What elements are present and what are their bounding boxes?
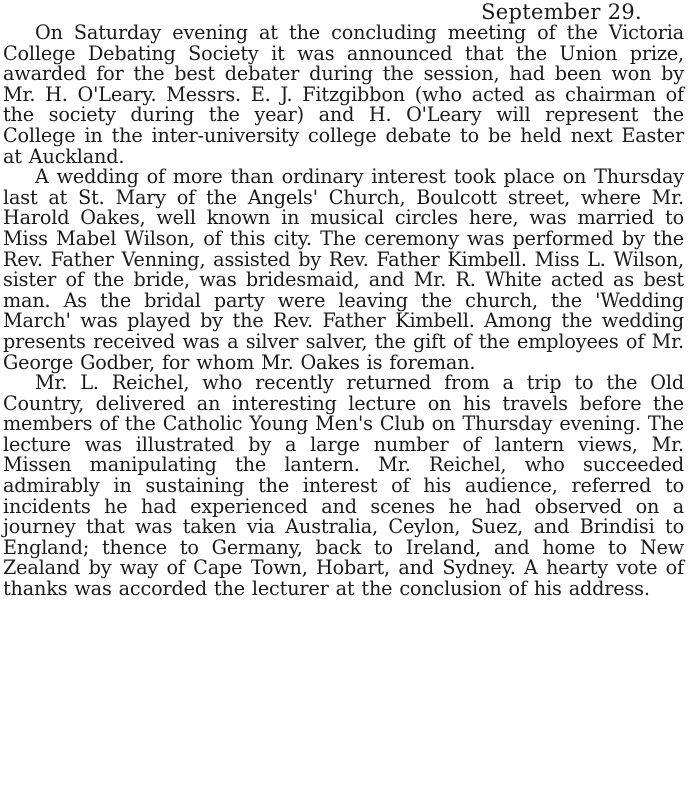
dateline: September 29. [481, 0, 642, 24]
article-body [3, 23, 684, 600]
paragraph-wedding: A wedding of more than ordinary interest took place on Thursday last at St. Mary of the Angels' Church, Boulcott street, where Mr. Harold Oakes, well known in musical circles here, was married to Miss Mabel Wilson, of this city. The ceremony was performed by the Rev. Father Venning, assisted by Rev. Father Kimbell. Miss L. Wilson, sister of the bride, was bridesmaid, and Mr. R. White acted as best man. As the bridal party were leaving the church, the 'Wedding March' was played by the Rev. Father Kimbell. Among the wedding presents received was a silver salver, the gift of the employees of Mr. George Godber, for whom Mr. Oakes is foreman. [3, 165, 684, 374]
paragraph-debating-society: On Saturday evening at the concluding meeting of the Victoria College Debating Society it was announced that the Union prize, awarded for the best debater during the session, had been won by Mr. H. O'Leary. Messrs. E. J. Fitzgibbon (who acted as chairman of the society during the year) and H. O'Leary will represent the College in the inter-university college debate to be held next Easter at Auckland. [3, 21, 684, 168]
paragraph-lecture: Mr. L. Reichel, who recently returned from a trip to the Old Country, delivered an interesting lecture on his travels before the members of the Catholic Young Men's Club on Thursday evening. The lecture was illustrated by a large number of lantern views, Mr. Missen manipulating the lantern. Mr. Reichel, who succeeded admirably in sustaining the interest of his audience, referred to incidents he had experienced and scenes he had observed on a journey that was taken via Australia, Ceylon, Suez, and Brindisi to England; thence to Germany, back to Ireland, and home to New Zealand by way of Cape Town, Hobart, and Sydney. A hearty vote of thanks was accorded the lecturer at the conclusion of his address. [3, 371, 684, 601]
